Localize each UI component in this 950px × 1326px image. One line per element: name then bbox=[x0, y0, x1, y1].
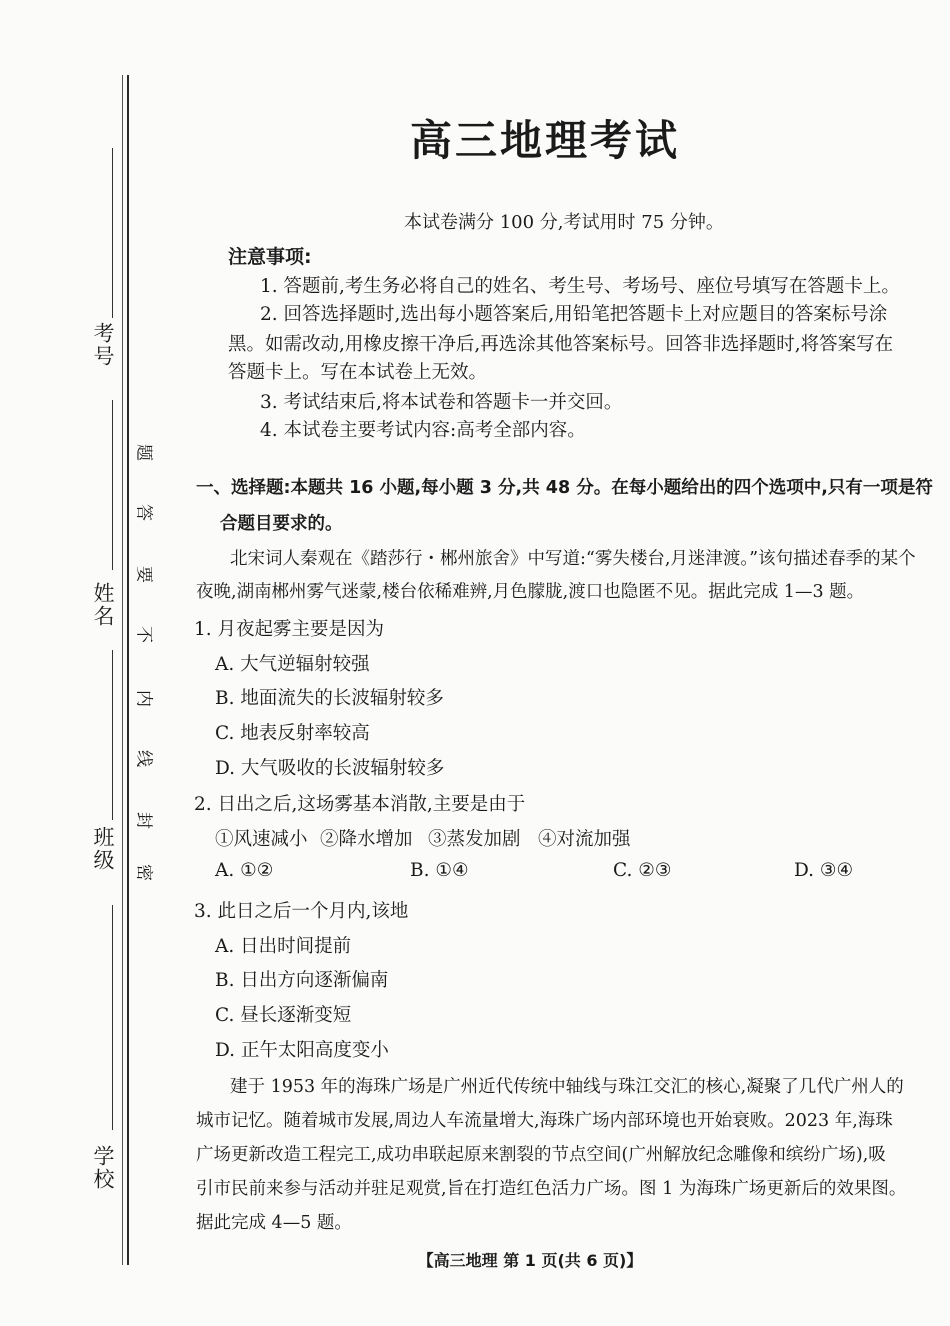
question-stem: 2. 日出之后,这场雾基本消散,主要是由于 bbox=[194, 794, 526, 815]
option-b[interactable]: B. ①④ bbox=[410, 860, 469, 881]
notice-heading: 注意事项: bbox=[228, 246, 312, 268]
passage-line: 广场更新改造工程完工,成功串联起原来割裂的节点空间(广州解放纪念雕像和缤纷广场),吸 bbox=[196, 1145, 886, 1165]
option-d[interactable]: D. 大气吸收的长波辐射较多 bbox=[215, 758, 445, 779]
option-a[interactable]: A. ①② bbox=[215, 860, 274, 881]
seal-char: 答 bbox=[133, 504, 154, 521]
seal-char: 线 bbox=[133, 750, 154, 767]
option-b[interactable]: B. 地面流失的长波辐射较多 bbox=[215, 688, 444, 709]
option-c[interactable]: C. 地表反射率较高 bbox=[215, 723, 370, 744]
passage-line: 据此完成 4—5 题。 bbox=[196, 1213, 352, 1233]
option-a[interactable]: A. 大气逆辐射较强 bbox=[215, 654, 370, 675]
passage-line: 引市民前来参与活动并驻足观赏,旨在打造红色活力广场。图 1 为海珠广场更新后的效果图。 bbox=[196, 1179, 907, 1199]
school-blank[interactable] bbox=[112, 905, 113, 1130]
notice-line: 2. 回答选择题时,选出每小题答案后,用铅笔把答题卡上对应题目的答案标号涂 bbox=[260, 304, 888, 325]
question-stem: 3. 此日之后一个月内,该地 bbox=[194, 901, 409, 922]
choice-item: ②降水增加 bbox=[320, 829, 413, 850]
seal-char: 密 bbox=[133, 864, 154, 881]
seal-char: 题 bbox=[133, 444, 154, 461]
section-heading: 一、选择题:本题共 16 小题,每小题 3 分,共 48 分。在每小题给出的四个选项中,只有一项是符 bbox=[196, 478, 933, 498]
option-c[interactable]: C. ②③ bbox=[613, 860, 672, 881]
name-blank[interactable] bbox=[112, 400, 113, 570]
choice-item: ④对流加强 bbox=[538, 829, 631, 850]
question-stem: 1. 月夜起雾主要是因为 bbox=[194, 619, 385, 640]
passage-line: 建于 1953 年的海珠广场是广州近代传统中轴线与珠江交汇的核心,凝聚了几代广州人的 bbox=[230, 1077, 904, 1097]
passage-line: 北宋词人秦观在《踏莎行・郴州旅舍》中写道:“雾失楼台,月迷津渡。”该句描述春季的某个 bbox=[230, 549, 916, 569]
option-b[interactable]: B. 日出方向逐渐偏南 bbox=[215, 970, 389, 991]
notice-line: 1. 答题前,考生务必将自己的姓名、考生号、考场号、座位号填写在答题卡上。 bbox=[260, 276, 900, 297]
notice-line: 黑。如需改动,用橡皮擦干净后,再选涂其他答案标号。回答非选择题时,将答案写在 bbox=[228, 334, 894, 355]
seal-char: 封 bbox=[133, 812, 154, 829]
exam-subtitle: 本试卷满分 100 分,考试用时 75 分钟。 bbox=[404, 212, 724, 233]
class-label: 班级 bbox=[91, 826, 115, 872]
name-label: 姓名 bbox=[91, 582, 115, 628]
section-heading-cont: 合题目要求的。 bbox=[220, 514, 343, 534]
seal-char: 要 bbox=[133, 566, 154, 583]
passage-line: 城市记忆。随着城市发展,周边人车流量增大,海珠广场内部环境也开始衰败。2023 年,海珠 bbox=[196, 1111, 893, 1131]
binding-line bbox=[127, 75, 129, 1265]
class-blank[interactable] bbox=[112, 650, 113, 820]
notice-line: 3. 考试结束后,将本试卷和答题卡一并交回。 bbox=[260, 392, 623, 413]
page-title: 高三地理考试 bbox=[409, 116, 680, 165]
seal-char: 不 bbox=[133, 626, 154, 643]
choice-item: ③蒸发加剧 bbox=[428, 829, 521, 850]
seal-char: 内 bbox=[133, 690, 154, 707]
choice-item: ①风速减小 bbox=[215, 829, 308, 850]
exam-no-blank[interactable] bbox=[112, 148, 113, 318]
option-c[interactable]: C. 昼长逐渐变短 bbox=[215, 1005, 352, 1026]
option-d[interactable]: D. ③④ bbox=[794, 860, 854, 881]
school-label: 学校 bbox=[91, 1145, 115, 1191]
notice-line: 答题卡上。写在本试卷上无效。 bbox=[228, 362, 488, 383]
page-footer: 【高三地理 第 1 页(共 6 页)】 bbox=[417, 1251, 643, 1270]
exam-no-label: 考号 bbox=[91, 322, 115, 368]
option-a[interactable]: A. 日出时间提前 bbox=[215, 936, 352, 957]
option-d[interactable]: D. 正午太阳高度变小 bbox=[215, 1040, 389, 1061]
notice-line: 4. 本试卷主要考试内容:高考全部内容。 bbox=[260, 420, 586, 441]
binding-line-inner bbox=[122, 75, 123, 1265]
passage-line: 夜晚,湖南郴州雾气迷蒙,楼台依稀难辨,月色朦胧,渡口也隐匿不见。据此完成 1—3 题。 bbox=[196, 582, 865, 602]
